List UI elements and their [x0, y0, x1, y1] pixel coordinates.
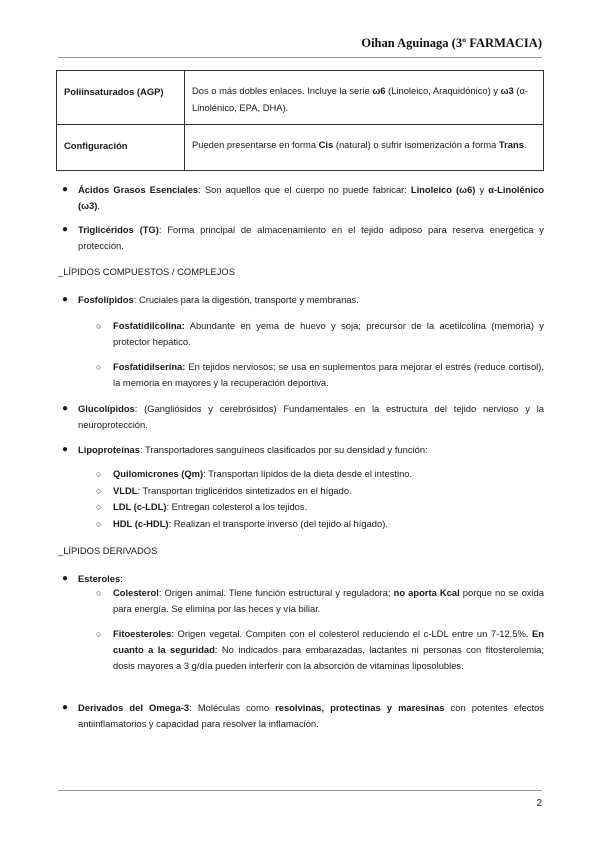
sub-bullet-marker: ○	[96, 519, 102, 529]
sublist-item-hdl: ○ HDL (c-HDL): Realizan el transporte inverso (del tejido al hígado).	[113, 516, 544, 532]
sublist-item-colesterol: ○ Colesterol: Origen animal. Tiene función estructural y reguladora; no aporta Kcal porque no se oxida para energía. Se elimina por las heces y vía biliar.	[96, 587, 544, 614]
bullet-marker: ●	[62, 573, 69, 584]
sub-bullet-marker: ○	[96, 362, 102, 372]
list-item-lipoproteinas: ● Lipoproteínas: Transportadores sanguíneos clasificados por su densidad y función:	[78, 442, 544, 458]
list-item-esteroles: ● Esteroles:	[78, 571, 544, 587]
footer-rule	[58, 790, 542, 791]
list-item-omega3: ● Derivados del Omega-3: Moléculas como resolvinas, protectinas y maresinas con potentes efectos antiinflamatorios y capacidad para resolver la inflamación.	[62, 702, 544, 729]
lipid-properties-table	[56, 70, 544, 171]
bullet-marker: ●	[62, 702, 69, 713]
bullet-marker: ●	[62, 184, 69, 195]
sublist-item-ldl: ○ LDL (c-LDL): Entregan colesterol a los tejidos.	[113, 499, 544, 515]
table-cell-key: Poliinsaturados (AGP)	[57, 71, 185, 125]
table-cell-value: Pueden presentarse en forma Cis (natural) o sufrir isomerización a forma Trans.	[185, 125, 544, 171]
sublist-item-fosfatidilserina: ○ Fosfatidilserina: En tejidos nerviosos; se usa en suplementos para mejorar el estrés (reduce cortisol), la memoria en mayores y la recuperación deportiva.	[96, 361, 544, 388]
bullet-marker: ●	[62, 294, 69, 305]
bullet-marker: ●	[62, 224, 69, 235]
section-heading-derivados: _LÍPIDOS DERIVADOS	[58, 545, 158, 556]
table-row	[57, 71, 544, 125]
sub-bullet-marker: ○	[96, 321, 102, 331]
table-row	[57, 125, 544, 171]
sublist-item-quilomicrones: ○ Quilomicrones (Qm): Transportan lípidos de la dieta desde el intestino.	[113, 466, 544, 482]
list-item-trigliceridos: ● Triglicéridos (TG): Forma principal de almacenamiento en el tejido adiposo para reserva energética y protección.	[62, 224, 544, 251]
list-item-acidos-esenciales: ● Ácidos Grasos Esenciales: Son aquellos que el cuerpo no puede fabricar: Linoleico (ω6) y α-Linolénico (ω3).	[62, 184, 545, 211]
sub-bullet-marker: ○	[96, 629, 102, 639]
header-rule	[58, 57, 542, 58]
bullet-marker: ●	[62, 403, 69, 414]
sub-bullet-marker: ○	[96, 502, 102, 512]
sub-bullet-marker: ○	[96, 469, 102, 479]
table-cell-value: Dos o más dobles enlaces. Incluye la serie ω6 (Linoleico, Araquidónico) y ω3 (α-Linolénico, EPA, DHA).	[185, 71, 544, 125]
page-number: 2	[536, 798, 542, 809]
sub-bullet-marker: ○	[96, 588, 102, 598]
list-item-glucolipidos: ● Glucolípidos: (Gangliósidos y cerebrósidos) Fundamentales en la estructura del tejido nervioso y la neuroprotección.	[62, 403, 544, 430]
bullet-marker: ●	[62, 444, 69, 455]
page-header: Oihan Aguinaga (3º FARMACIA)	[361, 36, 542, 50]
sublist-item-fitoesteroles: ○ Fitoesteroles: Origen vegetal. Compiten con el colesterol reduciendo el c-LDL entre un 7-12.5%. En cuanto a la seguridad: No indicados para embarazadas, lactantes ni personas con fitosterolemia; dosis mayores a 3 g/día pueden interferir con la absorción de vitaminas liposolubles.	[96, 628, 544, 671]
section-heading-compuestos: _LÍPIDOS COMPUESTOS / COMPLEJOS	[58, 266, 235, 277]
table-cell-key: Configuración	[57, 125, 185, 171]
sublist-item-fosfatidilcolina: ○ Fosfatidilcolina: Abundante en yema de huevo y soja; precursor de la acetilcolina (memoria) y protector hepático.	[96, 320, 544, 347]
sub-bullet-marker: ○	[96, 486, 102, 496]
sublist-item-vldl: ○ VLDL: Transportan triglicéridos sintetizados en el hígado.	[113, 483, 544, 499]
list-item-fosfolipidos: ● Fosfolípidos: Cruciales para la digestión, transporte y membranas.	[78, 292, 544, 308]
